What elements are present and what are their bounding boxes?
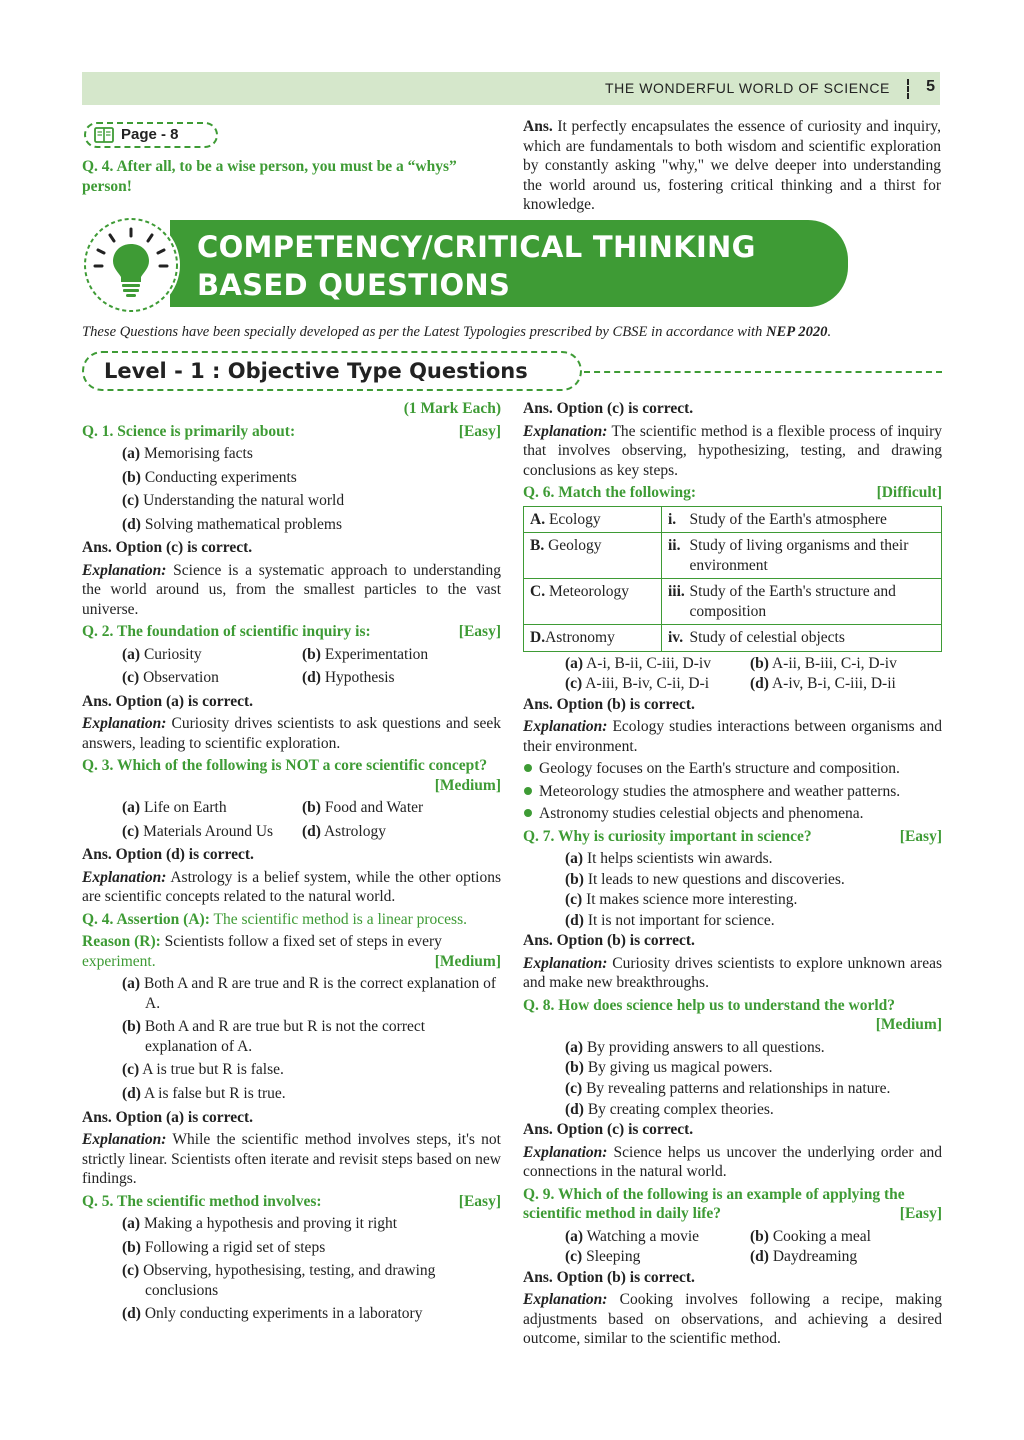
option-d: (d) It is not important for science. [565, 911, 775, 929]
difficulty-tag: [Medium] [875, 1016, 942, 1034]
option-c: (c) A is true but R is false. [122, 1061, 284, 1079]
difficulty-tag: [Easy] [458, 422, 501, 440]
option-c: (c) Sleeping [565, 1248, 641, 1266]
level-heading: Level - 1 : Objective Type Questions [104, 358, 528, 383]
level-heading-box [82, 351, 582, 391]
option-c: (c) Materials Around Us [122, 822, 274, 840]
option-d: (d) By creating complex theories. [565, 1100, 774, 1118]
banner-title-line-2: BASED QUESTIONS [197, 268, 511, 302]
option-d: (d) Daydreaming [750, 1248, 858, 1266]
question-text: Q. 3. Which of the following is NOT a core scientific concept? [82, 757, 488, 775]
explanation: Explanation: Astrology is a belief system, while the other options are scientific concepts related to the natural world. [82, 868, 501, 906]
explanation: Explanation: Curiosity drives scientists to explore unknown areas and make new breakthroughs. [523, 954, 942, 992]
bullet-item: Geology focuses on the Earth's structure and composition. [523, 759, 942, 779]
bullet-item: Meteorology studies the atmosphere and weather patterns. [523, 782, 942, 802]
option-d: (d) Hypothesis [302, 669, 395, 687]
option-c: (c) By revealing patterns and relationships in nature. [565, 1079, 891, 1097]
difficulty-tag: [Easy] [458, 1192, 501, 1210]
option-d: (d) Only conducting experiments in a laboratory [122, 1305, 423, 1323]
table-row: C. Meteorology iii. Study of the Earth's structure and composition [524, 579, 942, 625]
option-a: (a) A-i, B-ii, C-iii, D-iv [565, 654, 711, 672]
bullet-item: Astronomy studies celestial objects and phenomena. [523, 804, 942, 824]
question-9 [523, 1185, 942, 1224]
intro-note [82, 323, 942, 341]
explanation: Explanation: Curiosity drives scientists to ask questions and seek answers, leading to scientific exploration. [82, 715, 501, 752]
assertion: Q. 4. Assertion (A): The scientific method is a linear process. [82, 910, 467, 928]
answer: Ans. Option (b) is correct. [523, 932, 695, 950]
page-badge-label: Page - 8 [121, 125, 179, 143]
option-b: (b) Following a rigid set of steps [122, 1238, 326, 1256]
question-3 [82, 756, 501, 795]
option-d: (d) Astrology [302, 822, 386, 840]
difficulty-tag: [Difficult] [876, 484, 942, 502]
option-d: (d) A is false but R is true. [122, 1084, 286, 1102]
question-text: Q. 7. Why is curiosity important in science? [523, 827, 812, 845]
option-b: (b) By giving us magical powers. [565, 1059, 773, 1077]
right-column [523, 399, 942, 1352]
question-text: Q. 9. Which of the following is an example of applying the scientific method in daily life? [523, 1185, 905, 1223]
bullet-dot-icon [524, 787, 532, 795]
intro-end: . [827, 324, 832, 340]
book-icon [94, 127, 114, 143]
option-b: (b) A-ii, B-iii, C-i, D-iv [750, 654, 897, 672]
answer: Ans. Option (c) is correct. [523, 400, 694, 417]
option-a: (a) Memorising facts [122, 445, 253, 463]
table-row: D.Astronomy iv. Study of celestial objects [524, 625, 942, 652]
answer: Ans. Option (a) is correct. [82, 1108, 254, 1126]
question-6 [523, 483, 942, 503]
question-text: Q. 1. Science is primarily about: [82, 422, 296, 440]
option-a: (a) Curiosity [122, 645, 202, 663]
answer: Ans. Option (d) is correct. [82, 846, 254, 864]
option-row [82, 798, 501, 818]
option-a: (a) Life on Earth [122, 799, 227, 817]
option-row [523, 1227, 942, 1247]
option-c: (c) Understanding the natural world [122, 492, 345, 510]
left-column [82, 399, 501, 1328]
table-row: A. Ecology i. Study of the Earth's atmosphere [524, 506, 942, 533]
option-row [82, 668, 501, 688]
option-c: (c) Observation [122, 669, 219, 687]
match-table [523, 506, 942, 652]
explanation: Explanation: The scientific method is a flexible process of inquiry that involves observing, hypothesizing, testing, and drawing conclusions as key steps. [523, 422, 942, 479]
explanation: Explanation: While the scientific method involves steps, it's not strictly linear. Scientists often iterate and revisit steps based on new findings. [82, 1131, 501, 1188]
option-c: (c) A-iii, B-iv, C-ii, D-i [565, 675, 710, 693]
intro-nep: NEP 2020 [766, 324, 828, 340]
header-separator [907, 79, 909, 99]
answer: Ans. Option (a) is correct. [82, 692, 254, 710]
option-c: (c) It makes science more interesting. [565, 891, 798, 909]
intro-text: These Questions have been specially developed as per the Latest Typologies prescribed by CBSE in accordance with [82, 324, 766, 340]
reason-continued: experiment. [Medium] [82, 952, 501, 970]
explanation: Explanation: Science helps us uncover the underlying order and connections in the natural world. [523, 1143, 942, 1181]
question-text: Q. 8. How does science help us to understand the world? [523, 996, 896, 1014]
option-b: (b) Food and Water [302, 799, 424, 817]
answer: Ans. Option (c) is correct. [523, 1121, 694, 1139]
mark-note: (1 Mark Each) [403, 400, 501, 417]
book-title: THE WONDERFUL WORLD OF SCIENCE [604, 80, 890, 96]
table-row: B. Geology ii. Study of living organisms and their environment [524, 533, 942, 579]
option-d: (d) Solving mathematical problems [122, 515, 342, 533]
banner-title [197, 228, 756, 304]
option-a: (a) Making a hypothesis and proving it right [122, 1215, 398, 1233]
question-5 [82, 1192, 501, 1212]
top-question: Q. 4. After all, to be a wise person, you must be a “whys” person! [82, 158, 457, 195]
option-a: (a) Watching a movie [565, 1227, 700, 1245]
question-7 [523, 827, 942, 847]
bullet-dot-icon [524, 809, 532, 817]
top-answer [523, 117, 941, 215]
difficulty-tag: [Medium] [434, 952, 501, 970]
option-row [82, 822, 501, 842]
option-a: (a) It helps scientists win awards. [565, 850, 773, 868]
answer-label: Ans. [523, 118, 553, 135]
option-b: (b) Both A and R are true but R is not the correct explanation of A. [122, 1018, 426, 1055]
answer: Ans. Option (b) is correct. [523, 695, 695, 713]
option-b: (b) Conducting experiments [122, 468, 297, 486]
option-d: (d) A-iv, B-i, C-iii, D-ii [750, 675, 896, 693]
page-reference-badge [84, 122, 218, 148]
explanation: Explanation: Science is a systematic approach to understanding the world around us, from the smallest particles to the vast universe. [82, 561, 501, 618]
reason: Reason (R): Scientists follow a fixed set of steps in every [82, 933, 442, 951]
option-b: (b) It leads to new questions and discoveries. [565, 870, 845, 888]
answer: Ans. Option (c) is correct. [82, 539, 253, 557]
option-row [523, 674, 942, 694]
explanation: Explanation: Cooking involves following a recipe, making adjustments based on observations, and achieving a desired outcome, similar to the scientific method. [523, 1291, 942, 1348]
lightbulb-icon [80, 214, 182, 316]
question-text: Q. 6. Match the following: [523, 484, 697, 502]
option-b: (b) Experimentation [302, 645, 429, 663]
answer-text: It perfectly encapsulates the essence of curiosity and inquiry, which are fundamentals to both wisdom and scientific exploration by constantly asking "why," we delve deeper into understanding the world around us, fostering critical thinking and a thirst for knowledge. [523, 118, 941, 214]
question-text: Q. 2. The foundation of scientific inquiry is: [82, 623, 371, 641]
option-a: (a) By providing answers to all questions. [565, 1038, 825, 1056]
question-1 [82, 422, 501, 442]
question-8 [523, 996, 942, 1035]
question-2 [82, 622, 501, 642]
option-row [82, 645, 501, 665]
question-text: Q. 5. The scientific method involves: [82, 1192, 322, 1210]
difficulty-tag: [Easy] [458, 623, 501, 641]
option-c: (c) Observing, hypothesising, testing, and drawing conclusions [122, 1262, 436, 1299]
level-heading-rule [584, 371, 942, 373]
option-b: (b) Cooking a meal [750, 1227, 871, 1245]
page-number: 5 [926, 78, 935, 95]
section-banner [170, 220, 848, 307]
explanation: Explanation: Ecology studies interactions between organisms and their environment. [523, 718, 942, 755]
option-row [523, 1247, 942, 1267]
banner-title-line-1: COMPETENCY/CRITICAL THINKING [197, 230, 756, 264]
difficulty-tag: [Easy] [899, 1205, 942, 1223]
difficulty-tag: [Easy] [899, 827, 942, 845]
answer: Ans. Option (b) is correct. [523, 1268, 695, 1286]
difficulty-tag: [Medium] [434, 776, 501, 794]
running-header [82, 72, 940, 105]
bullet-dot-icon [524, 764, 532, 772]
option-row [523, 654, 942, 674]
option-a: (a) Both A and R are true and R is the correct explanation of A. [122, 975, 497, 1012]
